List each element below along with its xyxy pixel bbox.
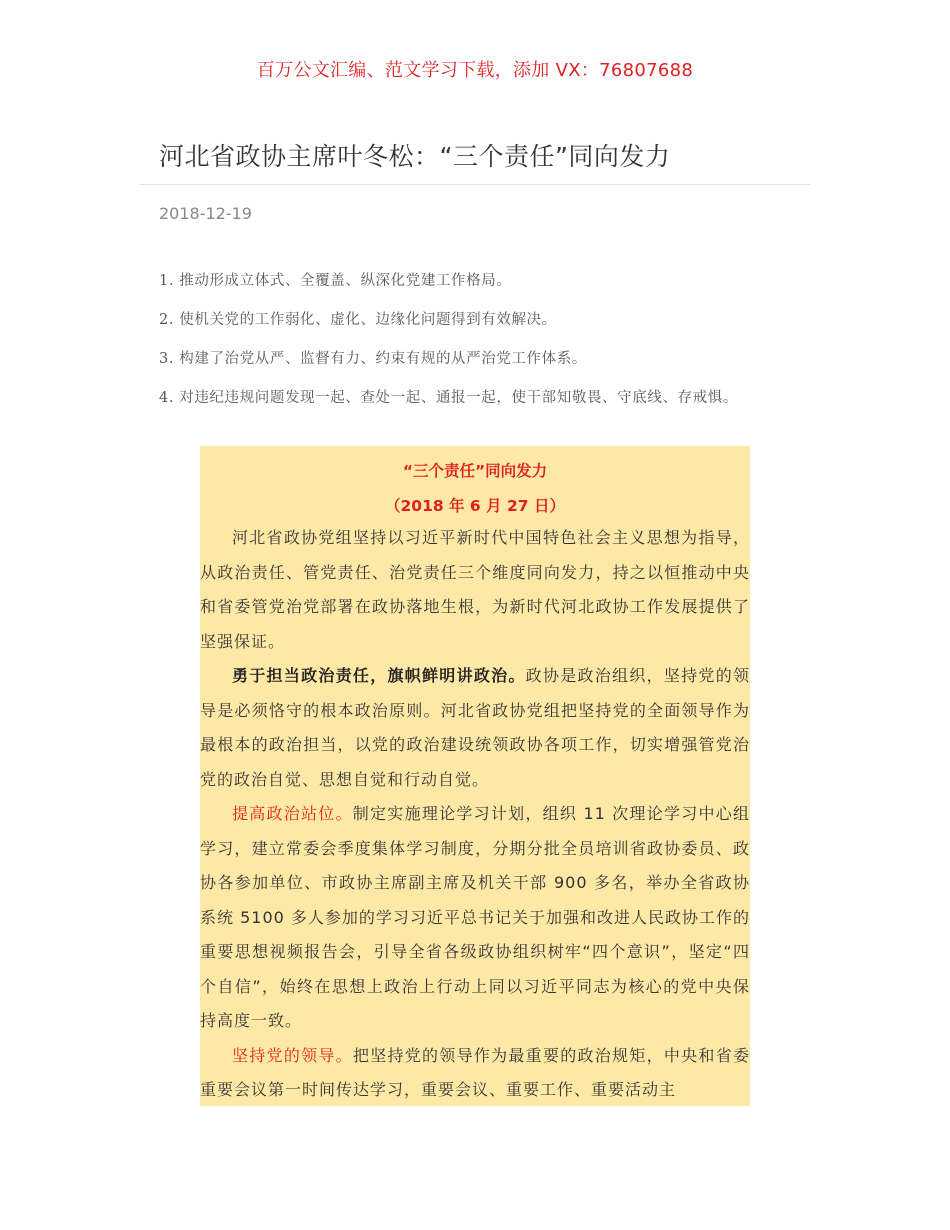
summary-point: 1. 推动形成立体式、全覆盖、纵深化党建工作格局。: [159, 273, 512, 289]
paragraph-lead: 提高政治站位。: [232, 804, 353, 823]
article-date: 2018-12-19: [159, 204, 252, 223]
paragraph-political-responsibility: [200, 659, 750, 797]
summary-points: [159, 262, 779, 418]
paragraph-text: 制定实施理论学习计划，组织 11 次理论学习中心组学习，建立常委会季度集体学习制度，分期分批全员培训省政协委员、政协各参加单位、市政协主席副主席及机关干部 900 多名，举办全省政协系统 5100 多人参加的学习习近平总书记关于加强和改进人民政协工作的重要思想视频报告会，引导全省各级政协组织树牢“四个意识”，坚定“四个自信”，始终在思想上政治上行动上同以习近平同志为核心的党中央保持高度一致。: [200, 804, 750, 1030]
paragraph-text: 政协是政治组织，坚持党的领导是必须恪守的根本政治原则。河北省政协党组把坚持党的全面领导作为最根本的政治担当，以党的政治建设统领政协各项工作，切实增强管党治党的政治自觉、思想自觉和行动自觉。: [200, 666, 750, 789]
title-divider: [140, 184, 810, 185]
paragraph-lead: 勇于担当政治责任，旗帜鲜明讲政治。: [232, 666, 526, 685]
box-date: （2018 年 6 月 27 日）: [385, 497, 565, 515]
article-title: 河北省政协主席叶冬松：“三个责任”同向发力: [159, 142, 671, 171]
quoted-article-box: [200, 446, 750, 1106]
summary-point: 3. 构建了治党从严、监督有力、约束有规的从严治党工作体系。: [159, 351, 587, 367]
paragraph-text: 把坚持党的领导作为最重要的政治规矩，中央和省委重要会议第一时间传达学习，重要会议、重要工作、重要活动主: [200, 1045, 750, 1099]
paragraph-lead: 坚持党的领导。: [232, 1045, 353, 1065]
box-body: [200, 521, 750, 1106]
summary-point: 2. 使机关党的工作弱化、虚化、边缘化问题得到有效解决。: [159, 312, 557, 328]
paragraph-party-leadership: [200, 1039, 750, 1107]
paragraph-intro: 河北省政协党组坚持以习近平新时代中国特色社会主义思想为指导，从政治责任、管党责任、治党责任三个维度同向发力，持之以恒推动中央和省委管党治党部署在政协落地生根，为新时代河北政协工作发展提供了坚强保证。: [200, 528, 750, 651]
paragraph-political-standing: [200, 797, 750, 1039]
download-banner: 百万公文汇编、范文学习下载，添加 VX：76807688: [256, 60, 694, 81]
box-title: “三个责任”同向发力: [402, 462, 548, 480]
summary-point: 4. 对违纪违规问题发现一起、查处一起、通报一起，使干部知敬畏、守底线、存戒惧。: [159, 390, 738, 406]
